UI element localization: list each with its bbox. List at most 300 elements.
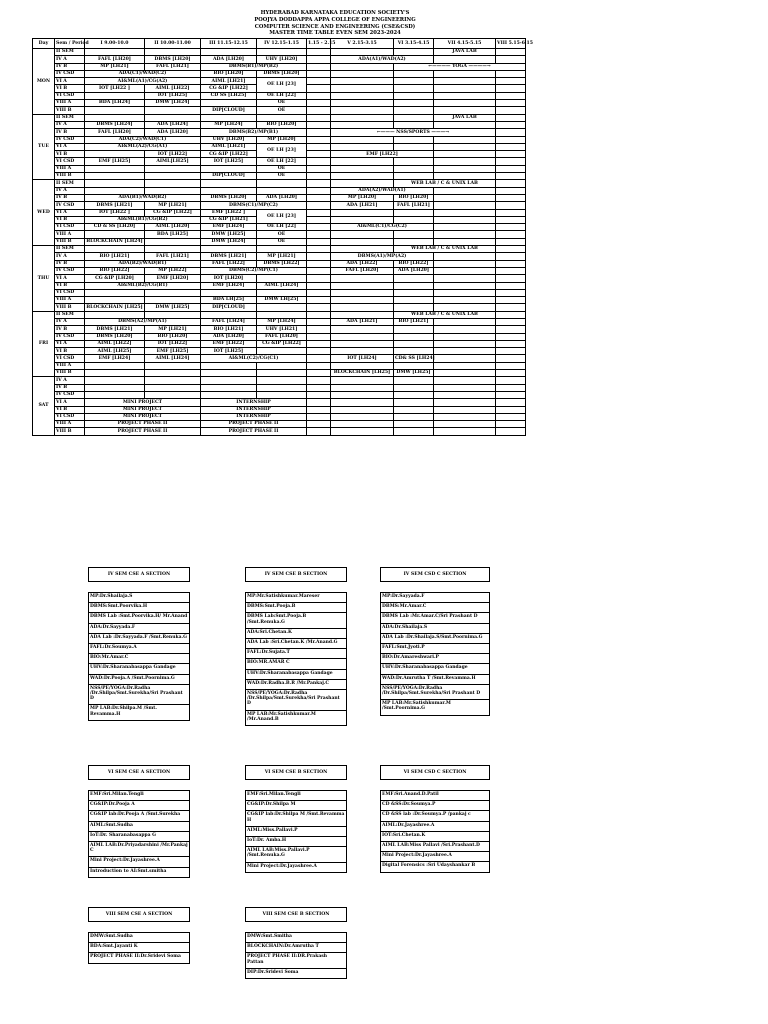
timetable-cell: ADA [LH20] (201, 56, 257, 63)
timetable-cell: ADA(B2)/WAD(B1) (85, 260, 201, 267)
sem-label: VIII A (55, 165, 85, 172)
faculty-row: FAFL:Dr.Soumya.A (89, 644, 189, 654)
sem-label: VI A (55, 399, 85, 406)
timetable-cell: MP [LH20] (331, 194, 394, 201)
col-day: Day (33, 39, 55, 49)
timetable-cell: BIO [LH22] (85, 267, 145, 274)
iv-b-section-title: IV SEM CSE B SECTION (245, 567, 347, 582)
timetable-cell: ADA [LH20] (394, 267, 434, 274)
timetable-cell: DBMS [LH24] (85, 121, 145, 128)
wed-row-vicsd (33, 224, 526, 231)
vi-c-section-title: VI SEM CSD C SECTION (380, 765, 490, 780)
faculty-row: AIML:Dr.Jayashree.A (381, 822, 489, 832)
faculty-row: NSS/PE/YOGA:Dr.Radha /Dr.Shilpa/Smt.Surekha/Sri Prashant D (246, 690, 346, 711)
tue-row-s2 (33, 114, 526, 121)
faculty-row: PROJECT PHASE II:DR.Prakash Pattan (246, 953, 346, 968)
timetable-cell: OE LH [22] (257, 158, 307, 165)
faculty-row: IoT:Dr. Sharanabasappa G (89, 832, 189, 842)
timetable-cell: OE LH [23] (257, 78, 307, 93)
faculty-row: DMW:Smt.Sudha (89, 933, 189, 943)
tue-row-viiia (33, 165, 526, 172)
timetable-cell: BLOCKCHAIN [LH24] (86, 239, 143, 245)
sat-row-viiib (33, 428, 526, 435)
timetable-cell: DBMS [LH20] (257, 70, 307, 77)
thu-row-vicsd (33, 289, 526, 296)
timetable-cell: BIO [LH20] (257, 121, 307, 128)
fri-row-vicsd (33, 355, 526, 362)
mon-row-iva (33, 56, 526, 63)
sat-row-vicsd (33, 413, 526, 420)
iv-a-faculty-list (88, 592, 190, 721)
timetable-cell: PROJECT PHASE II (201, 421, 307, 428)
sem-label: IV A (55, 253, 85, 260)
timetable-cell: OE LH [23] (257, 209, 307, 224)
faculty-row: ADA:Dr.Sayyada.F (89, 624, 189, 634)
sem-label: II SEM (55, 246, 85, 253)
timetable-cell: MP [LH21] (145, 326, 201, 333)
college-header (160, 10, 510, 37)
timetable-cell: MINI PROJECT (85, 406, 201, 413)
faculty-row: UHV:Dr.Sharanabasappa Gandage (246, 670, 346, 680)
timetable-cell: CG &IP [LH22] (257, 340, 307, 347)
col-p2: II 10.00-11.00 (145, 39, 201, 49)
thu-row-vib (33, 282, 526, 289)
viii-a-faculty-list (88, 932, 190, 964)
sat-row-iva (33, 377, 526, 384)
faculty-row: EMF:Sri.Anand.D.Patil (381, 791, 489, 801)
timetable-cell: ADA(A2)/WAD(A1) (331, 187, 434, 194)
timetable-cell: AI&ML(A1)/CG(A2) (85, 78, 201, 85)
sat-row-via (33, 399, 526, 406)
sem-label: II SEM (55, 49, 85, 56)
sem-label: IV CSD (55, 202, 85, 209)
faculty-row: Mini Project:Dr.Jayashree.A (247, 863, 317, 869)
timetable-cell: EMF [LH20] (145, 275, 201, 282)
sem-label: IV A (55, 377, 85, 384)
sem-label: IV A (55, 121, 85, 128)
viii-b-section-title: VIII SEM CSE B SECTION (245, 907, 347, 922)
fri-row-iva (33, 318, 526, 325)
faculty-row: AIML:Miss.Pallavi.P (246, 827, 346, 837)
sem-label: VIII B (55, 304, 85, 311)
sem-label: IV B (55, 129, 85, 136)
sem-label: VIII B (55, 370, 85, 377)
col-p8: VIII 5.15-6.15 (496, 39, 526, 49)
timetable-cell: BIO [LH20] (201, 70, 257, 77)
vi-b-section-title: VI SEM CSE B SECTION (245, 765, 347, 780)
col-p1: I 9.00-10.0 (85, 39, 145, 49)
timetable-cell: AI&ML(A2)/CG(A1) (85, 143, 201, 150)
col-p7: VII 4.15-5.15 (434, 39, 496, 49)
timetable-cell: BDA [LH25] (145, 231, 201, 238)
sem-label: VI B (55, 151, 85, 158)
sem-label: VI B (55, 348, 85, 355)
faculty-row: PROJECT PHASE II:Dr.Sridevi Soma (90, 954, 181, 960)
header-department: COMPUTER SCIENCE AND ENGINEERING (CSE&CSD) (254, 23, 416, 30)
timetable-cell: ADA(B1)/WAD(B2) (85, 194, 201, 201)
faculty-row: DMW:Smt.Smitha (246, 933, 346, 943)
thu-row-viiia (33, 297, 526, 304)
timetable-cell: ADA [LH21] (331, 202, 394, 209)
col-p4: IV 12.15-1.15 (257, 39, 307, 49)
faculty-row: CG&IP lab:Dr.Pooja A /Smt.Surekha (89, 811, 189, 821)
timetable-cell: UHV [LH21] (257, 326, 307, 333)
timetable-cell: IOT [LH25] (201, 158, 257, 165)
faculty-row: BIO:MR.AMAR C (246, 659, 346, 669)
timetable-cell: OE (257, 173, 307, 180)
timetable-cell: AIML [LH24] (257, 282, 307, 289)
sem-label: IV B (55, 326, 85, 333)
timetable-cell: BIO [LH20] (394, 194, 434, 201)
faculty-row: CG&IP:Dr.Shilpa M (246, 801, 346, 811)
faculty-row: BDA:Smt.Jayanti K (89, 943, 189, 953)
timetable-cell: PROJECT PHASE II (85, 421, 201, 428)
faculty-row: IoT:Dr. Amba.H (246, 837, 346, 847)
thu-row-s2 (33, 246, 526, 253)
sem-label: VI CSD (55, 413, 85, 420)
fri-row-ivb (33, 326, 526, 333)
sem-label: VIII A (55, 100, 85, 107)
timetable-cell: FAFL [LH21] (145, 253, 201, 260)
vi-c-faculty-list (380, 790, 490, 873)
day-mon: MON (33, 49, 55, 115)
timetable-cell: AIML [LH22] (85, 340, 145, 347)
timetable-cell: INTERNSHIP (201, 406, 307, 413)
timetable-cell: EMF [LH22] (201, 340, 257, 347)
timetable-cell: DBMS(A1)/MP(A2) (331, 253, 434, 260)
timetable-cell: AIML [LH25] (85, 348, 145, 355)
mon-row-vicsd (33, 92, 526, 99)
wed-row-via (33, 209, 526, 216)
timetable-cell: DBMS [LH21] (85, 326, 145, 333)
timetable-cell: AI&ML(C1)/CG(C2) (331, 224, 434, 231)
faculty-row: CG&IP:Dr.Pooja A (89, 801, 189, 811)
vi-a-faculty-list (88, 790, 190, 878)
tue-row-ivb (33, 129, 526, 136)
timetable-cell: MP [LH22] (145, 267, 201, 274)
timetable-cell: AI&ML(B2)/CG(B1) (85, 282, 201, 289)
sem-label: VI B (55, 406, 85, 413)
timetable-cell: DIP[CLOUD] (201, 107, 257, 114)
viii-a-section-title: VIII SEM CSE A SECTION (88, 907, 190, 922)
timetable-cell: EMF [LH25] (145, 348, 201, 355)
sem-label: VI CSD (55, 224, 85, 231)
sem-label: VI CSD (55, 92, 85, 99)
timetable-cell: FAFL [LH20] (85, 129, 145, 136)
faculty-row: MP:Mr.Satishkumar.Mareser (246, 593, 346, 603)
timetable-cell: ADA [LH22] (331, 260, 394, 267)
sem-label: II SEM (55, 180, 85, 187)
sem-label: VI CSD (55, 158, 85, 165)
faculty-row: EMF:Sri.Milan.Tengli (89, 791, 189, 801)
timetable-cell: DMW [LH24] (145, 100, 201, 107)
wed-row-iva (33, 187, 526, 194)
faculty-row: MP LAB:Dr.Shilpa.M /Smt. Revamma.H (90, 706, 157, 717)
timetable-cell: FAFL [LH21] (394, 202, 434, 209)
fri-row-s2 (33, 311, 526, 318)
sem-label: IV CSD (55, 70, 85, 77)
sem-label: VI A (55, 143, 85, 150)
timetable-cell: MINI PROJECT (85, 413, 201, 420)
sem-label: VI CSD (55, 289, 85, 296)
timetable-cell: ADA(C2)/WAD(C1) (85, 136, 201, 143)
timetable-cell: OE (257, 100, 307, 107)
timetable-cell: FAFL [LH21] (145, 63, 201, 70)
faculty-row: BLOCKCHAIN:Dr.Amrutha T (246, 943, 346, 953)
timetable-cell: DBMS(C2)/MP(C1) (201, 267, 307, 274)
wed-row-ivb (33, 194, 526, 201)
tue-row-iva (33, 121, 526, 128)
timetable-cell: AIML [LH22] (145, 85, 201, 92)
timetable-cell: MP [LH20] (257, 136, 307, 143)
sem-label: VIII B (55, 173, 85, 180)
timetable-cell: DMW [LH25] (145, 304, 201, 311)
sem-label: IV CSD (55, 267, 85, 274)
timetable-cell: DIP[CLOUD] (201, 304, 257, 311)
timetable-cell: IOT [LH22 ] (85, 209, 145, 216)
faculty-row: ADA Lab :Dr.Sayyada.F /Smt.Renuka.G (89, 634, 189, 644)
timetable-cell: IOT [LH22 ] (85, 85, 145, 92)
timetable-cell: UHV [LH20] (201, 136, 257, 143)
col-sem: Sem / Period (55, 39, 85, 49)
faculty-row: WAD:Dr.Radha.B.R /Mr.Pankaj.C (246, 680, 346, 690)
thu-row-iva (33, 253, 526, 260)
mon-row-viiia (33, 100, 526, 107)
sem-label: VIII A (55, 297, 85, 304)
timetable-cell: IOT [LH24] (331, 355, 394, 362)
timetable-cell: MP [LH24] (257, 318, 307, 325)
timetable-cell: DBMS [LH20] (201, 194, 257, 201)
sem-label: IV A (55, 187, 85, 194)
fri-row-ivcsd (33, 333, 526, 340)
timetable-cell: BDA [LH24] (85, 100, 145, 107)
timetable-cell: DBMS(B1)/MP(B2) (201, 63, 307, 70)
faculty-row: DBMS Lab:Smt.Pooja.B /Smt.Renuka.G (246, 613, 346, 628)
timetable-cell: OE (257, 238, 307, 245)
timetable-cell: IOT [LH22] (145, 340, 201, 347)
faculty-row: ADA Lab :Sri.Chetan.K /Mr.Anand.G (246, 639, 346, 649)
faculty-row: Mini Project:Dr.Jayashree.A (381, 852, 489, 862)
faculty-row: NSS/PE/YOGA:Dr.Radha /Dr.Shilpa/Smt.Surekha/Sri Prashant D (89, 685, 189, 706)
timetable-cell: FAFL [LH20] (331, 267, 394, 274)
sem-label: VIII B (55, 238, 85, 245)
wed-row-viiib (33, 238, 526, 245)
timetable-cell: BLOCKCHAIN [LH25] (86, 304, 143, 310)
timetable-cell: DBMS [LH21] (201, 253, 257, 260)
header-title: MASTER TIME TABLE EVEN SEM 2023-2024 (269, 30, 401, 37)
timetable-cell: AIML [LH21] (201, 78, 257, 85)
timetable-cell: BIO [LH21] (201, 326, 257, 333)
fri-row-vib (33, 348, 526, 355)
timetable-cell: AIML [LH21] (201, 143, 257, 150)
sem-label: IV A (55, 56, 85, 63)
tue-row-viiib (33, 173, 526, 180)
vi-b-faculty-list (245, 790, 347, 873)
sem-label: IV B (55, 194, 85, 201)
sem-label: VI CSD (55, 355, 85, 362)
mon-row-viiib (33, 107, 526, 114)
timetable-cell: CD & SS [LH20] (85, 224, 145, 231)
sat-row-viiia (33, 421, 526, 428)
timetable-cell: EMF [LH24] (85, 355, 145, 362)
nss-cell: ←——— NSS/SPORTS ———→ (331, 129, 496, 136)
faculty-row: MP LAB:Mr.Satishkumar.M /Smt.Poornima.G (382, 701, 451, 712)
day-tue: TUE (33, 114, 55, 180)
sem-label: IV A (55, 318, 85, 325)
sem-label: VIII B (55, 428, 85, 435)
faculty-row: DBMS:Mr.Amar.C (381, 603, 489, 613)
timetable-cell: ADA [LH20] (257, 194, 307, 201)
faculty-row: UHV:Dr.Sharanabasappa Gandage (381, 664, 489, 674)
iv-c-faculty-list (380, 592, 490, 716)
timetable-cell: ADA [LH20] (201, 333, 257, 340)
timetable-cell: IOT [LH25] (201, 348, 257, 355)
faculty-row: DBMS:Smt.Pooja.B (246, 603, 346, 613)
timetable-cell: CG &IP [LH22] (201, 151, 257, 158)
timetable-cell: MP [LH21] (257, 253, 307, 260)
sem-label: II SEM (55, 311, 85, 318)
faculty-row: MP LAB:Mr.Satishkumar.M /Mr.Anand.B (247, 711, 316, 722)
faculty-row: AIML LAB:Miss Pallavi /Sri.Prashant.D (381, 842, 489, 852)
timetable-cell: UHV [LH20] (257, 56, 307, 63)
timetable-cell: AIML [LH24] (145, 355, 201, 362)
sem-label: II SEM (55, 114, 85, 121)
faculty-row: MP:Dr.Sayyada.F (381, 593, 489, 603)
faculty-row: ADA Lab :Dr.Shailaja.S/Smt.Poornima.G (381, 634, 489, 644)
timetable-cell: ADA(A1)/WAD(A2) (331, 56, 434, 63)
sem-label: IV B (55, 63, 85, 70)
timetable-cell: OE LH [22] (257, 92, 307, 99)
faculty-row: BIO:Mr.Amar.C (89, 654, 189, 664)
timetable-cell: WEB LAB / C & UNIX LAB (394, 246, 496, 253)
sat-row-ivb (33, 384, 526, 391)
timetable-cell: BLOCKCHAIN [LH25] (331, 370, 394, 377)
faculty-row: CD &SS:Dr.Soumya.P (381, 801, 489, 811)
iv-c-section-title: IV SEM CSD C SECTION (380, 567, 490, 582)
sem-label: VIII A (55, 231, 85, 238)
col-p3: III 11.15-12.15 (201, 39, 257, 49)
header-college: POOJYA DODDAPPA APPA COLLEGE OF ENGINEERING (254, 16, 416, 23)
timetable-cell: DBMS [LH20] (145, 56, 201, 63)
faculty-row: Mini Project:Dr.Jayashree.A (89, 857, 189, 867)
sem-label: VIII B (55, 107, 85, 114)
timetable-cell: DMW [LH24] (201, 238, 257, 245)
timetable-cell: AIML [LH20] (145, 224, 201, 231)
timetable-cell: BIO [LH22] (394, 260, 434, 267)
timetable-cell: IOT [LH25] (145, 92, 201, 99)
timetable-cell: MP [LH21] (85, 63, 145, 70)
timetable-cell: CD SS [LH25] (201, 92, 257, 99)
master-timetable (32, 38, 533, 436)
sem-label: VIII A (55, 421, 85, 428)
tue-row-vicsd (33, 158, 526, 165)
tue-row-ivcsd (33, 136, 526, 143)
timetable-cell: ADA [LH20] (145, 129, 201, 136)
timetable-cell: ADA(C1)/WAD(C2) (85, 70, 201, 77)
day-fri: FRI (33, 311, 55, 377)
timetable-cell: PROJECT PHASE II (201, 428, 307, 435)
col-lunch: 1.15 - 2.15 (307, 39, 331, 49)
day-thu: THU (33, 246, 55, 312)
faculty-row: MP:Dr.Shailaja.S (89, 593, 189, 603)
sat-row-ivcsd (33, 391, 526, 398)
timetable-cell: EMF [LH25] (85, 158, 145, 165)
timetable-cell: WEB LAB / C & UNIX LAB (394, 311, 496, 318)
mon-row-ivcsd (33, 70, 526, 77)
sem-label: VI A (55, 78, 85, 85)
faculty-row: AIML:Smt.Sudha (89, 822, 189, 832)
timetable-cell: ADA [LH24] (145, 121, 201, 128)
yoga-cell: ←———— YOGA ————→ (394, 63, 526, 70)
thu-row-via (33, 275, 526, 282)
thu-row-viiib (33, 304, 526, 311)
sem-label: IV B (55, 260, 85, 267)
timetable-cell: BIO [LH20] (145, 333, 201, 340)
sem-label: VI B (55, 282, 85, 289)
sat-row-vib (33, 406, 526, 413)
thu-row-ivcsd (33, 267, 526, 274)
timetable-cell: OE (257, 107, 307, 114)
timetable-cell: CD& SS [LH24] (395, 355, 435, 361)
faculty-row: WAD:Dr.Pooja.A /Smt.Poornima.G (89, 675, 189, 685)
day-sat: SAT (33, 377, 55, 435)
faculty-row: FAFL:Dr.Sujata.T (246, 649, 346, 659)
faculty-row: ADA:Dr.Shailaja.S (381, 624, 489, 634)
col-p6: VI 3.15-4.15 (394, 39, 434, 49)
wed-row-ivcsd (33, 202, 526, 209)
timetable-cell: CG &IP [LH22] (201, 85, 257, 92)
timetable-cell: OE (257, 165, 307, 172)
timetable-cell: INTERNSHIP (201, 413, 307, 420)
timetable-cell: DBMS(B2)/MP(B1) (201, 129, 307, 136)
timetable-cell: EMF [LH22] (331, 151, 434, 158)
header-society: HYDERABAD KARNATAKA EDUCATION SOCIETY'S (260, 10, 410, 16)
timetable-cell: JAVA LAB (434, 49, 496, 56)
thu-row-ivb (33, 260, 526, 267)
faculty-row: WAD:Dr.Amrutha T /Smt.Revamma.H (381, 675, 489, 685)
faculty-row: DBMS Lab :Smt.Poorvika.H/ Mr.Anand (89, 613, 189, 623)
faculty-row: UHV:Dr.Sharanabasappa Gandage (89, 664, 189, 674)
timetable-cell: EMF [LH24] (201, 282, 257, 289)
timetable-cell: DBMS(C1)/MP(C2) (201, 202, 307, 209)
mon-row-ivb (33, 63, 526, 70)
timetable-cell: DBMS(A2)/MP(A1) (85, 318, 201, 325)
fri-row-viiia (33, 362, 526, 369)
faculty-row: CD &SS lab :Dr.Soumya.P /pankaj c (381, 811, 489, 821)
sem-label: VI A (55, 209, 85, 216)
timetable-cell: BDA LH[25] (201, 297, 257, 304)
faculty-row: EMF:Sri.Milan.Tengli (246, 791, 346, 801)
timetable-cell: BIO [LH21] (85, 253, 145, 260)
timetable-cell: DBMS [LH22] (257, 260, 307, 267)
timetable-cell: BIO [LH21] (394, 318, 434, 325)
sem-label: IV CSD (55, 391, 85, 398)
timetable-cell: AI&ML(C2)/CG(C1) (201, 355, 307, 362)
vi-a-section-title: VI SEM CSE A SECTION (88, 765, 190, 780)
faculty-row: NSS/PE/YOGA:Dr.Radha /Dr.Shilpa/Smt.Surekha/Sri Prashant D (381, 685, 489, 700)
timetable-cell: CG &IP [LH20] (85, 275, 145, 282)
faculty-row: CG&IP lab:Dr.Shilpa M /Smt.Revamma H (246, 811, 346, 826)
sem-label: VI B (55, 216, 85, 223)
timetable-cell: DMW [LH25] (394, 370, 434, 377)
sem-label: IV B (55, 384, 85, 391)
timetable-cell: WEB LAB / C & UNIX LAB (394, 180, 496, 187)
wed-row-viiia (33, 231, 526, 238)
timetable-cell: MP [LH21] (145, 202, 201, 209)
timetable-cell: DMW LH[25] (257, 297, 307, 304)
faculty-row: FAFL:Smt.Jyoti.P (381, 644, 489, 654)
timetable-cell: CG &IP [LH22] (145, 209, 201, 216)
